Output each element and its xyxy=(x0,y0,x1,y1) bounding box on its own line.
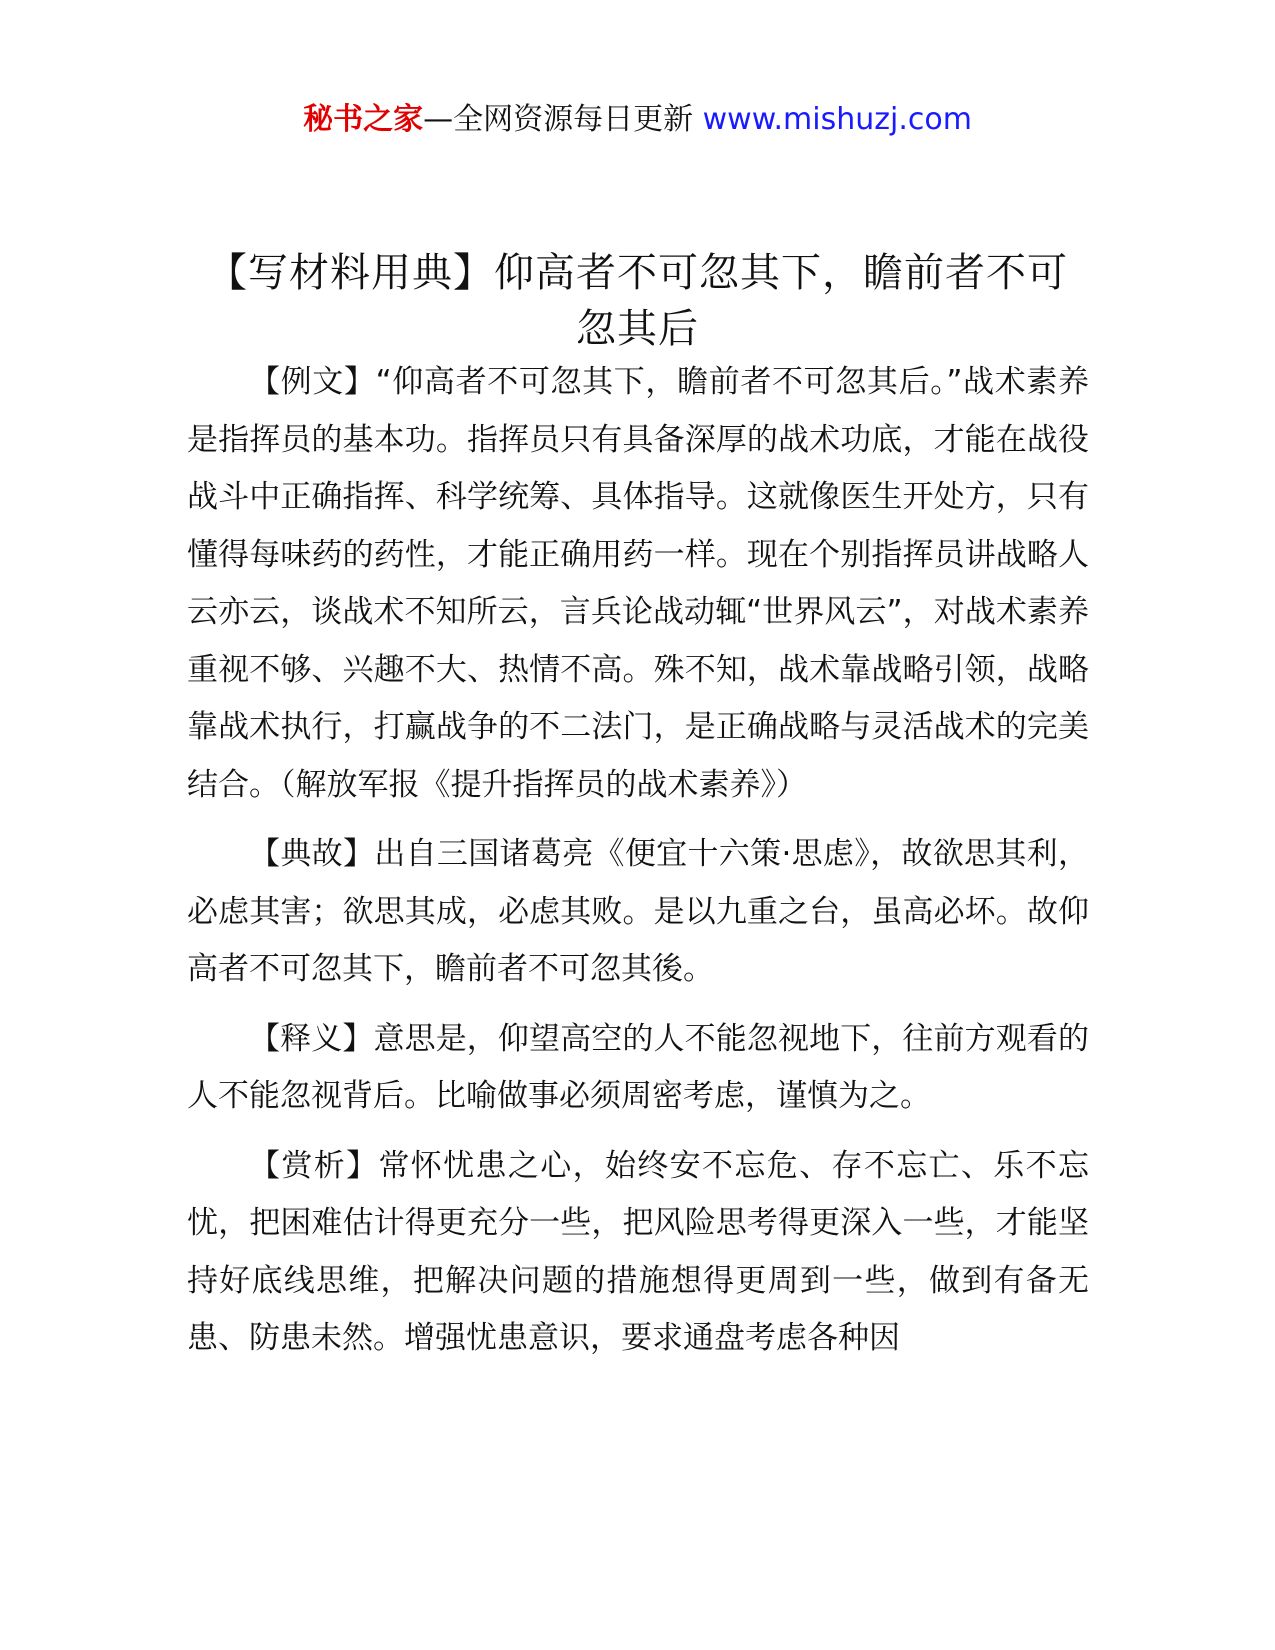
paragraph-meaning: 【释义】意思是，仰望高空的人不能忽视地下，往前方观看的人不能忽视背后。比喻做事必须周密考虑，谨慎为之。 xyxy=(187,1020,1089,1114)
brand-name: 秘书之家 xyxy=(303,102,424,137)
paragraph-appreciation: 【赏析】常怀忧患之心，始终安不忘危、存不忘亡、乐不忘忧，把困难估计得更充分一些，把风险思考得更深入一些，才能坚持好底线思维，把解决问题的措施想得更周到一些，做到有备无患、防患未然。增强忧患意识，要求通盘考虑各种因 xyxy=(187,1147,1089,1356)
site-url-link[interactable]: www.mishuzj.com xyxy=(702,102,972,137)
paragraph-allusion: 【典故】出自三国诸葛亮《便宜十六策·思虑》，故欲思其利，必虑其害；欲思其成，必虑其败。是以九重之台，虽高必坏。故仰高者不可忽其下，瞻前者不可忽其後。 xyxy=(187,836,1089,987)
document-title: 【写材料用典】仰高者不可忽其下，瞻前者不可忽其后 xyxy=(207,249,1068,352)
page-header xyxy=(0,100,1275,140)
header-tagline: —全网资源每日更新 xyxy=(423,102,703,137)
document-body xyxy=(187,354,1089,1380)
paragraph-example: 【例文】“仰高者不可忽其下，瞻前者不可忽其后。”战术素养是指挥员的基本功。指挥员只有具备深厚的战术功底，才能在战役战斗中正确指挥、科学统筹、具体指导。这就像医生开处方，只有懂得每味药的药性，才能正确用药一样。现在个别指挥员讲战略人云亦云，谈战术不知所云，言兵论战动辄“世界风云”，对战术素养重视不够、兴趣不大、热情不高。殊不知，战术靠战略引领，战略靠战术执行，打赢战争的不二法门，是正确战略与灵活战术的完美结合。（解放军报《提升指挥员的战术素养》） xyxy=(187,364,1089,803)
